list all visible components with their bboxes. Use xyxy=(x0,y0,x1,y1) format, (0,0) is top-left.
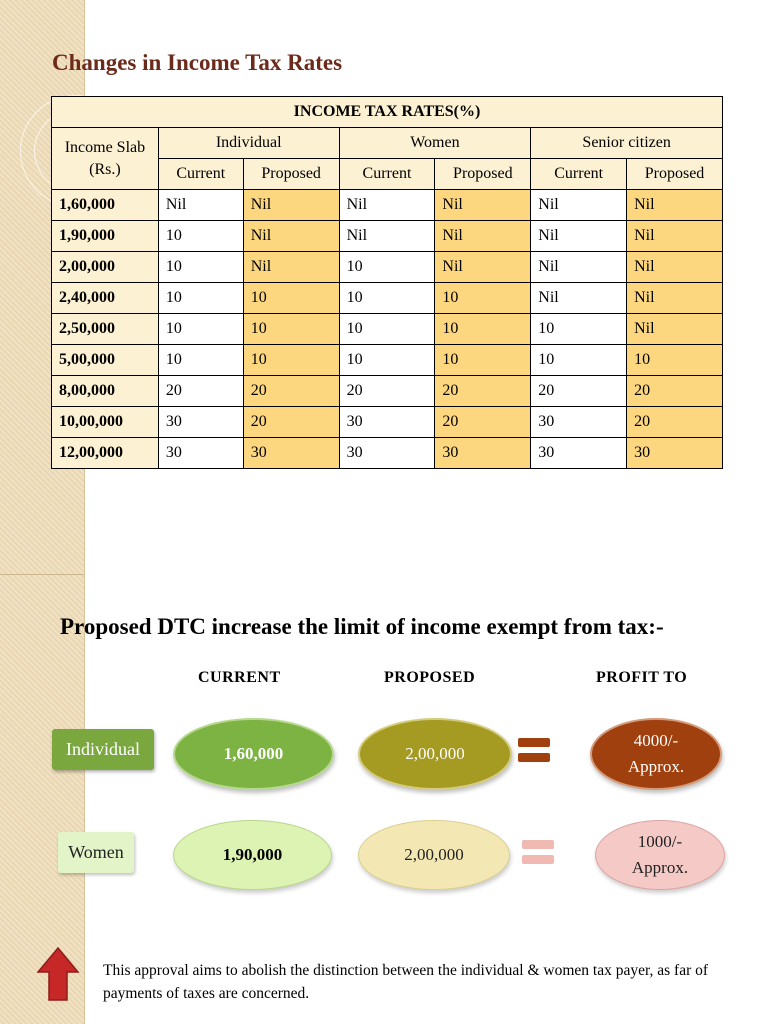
table-row xyxy=(52,190,723,221)
current-rate-cell: 20 xyxy=(158,376,243,407)
table-row xyxy=(52,376,723,407)
current-rate-cell: Nil xyxy=(339,190,435,221)
table-row xyxy=(52,221,723,252)
current-rate-cell: Nil xyxy=(339,221,435,252)
column-label-proposed: PROPOSED xyxy=(384,669,476,686)
proposed-rate-cell: Nil xyxy=(435,221,531,252)
proposed-rate-cell: Nil xyxy=(627,252,723,283)
proposed-rate-cell: 10 xyxy=(243,314,339,345)
income-tax-rates-table xyxy=(51,96,723,469)
table-row xyxy=(52,314,723,345)
current-rate-cell: 20 xyxy=(531,376,627,407)
proposed-rate-cell: 10 xyxy=(243,345,339,376)
group-header-senior-citizen: Senior citizen xyxy=(531,128,723,159)
profit-amount: 4000/- xyxy=(633,731,679,750)
current-rate-cell: 10 xyxy=(158,252,243,283)
slab-cell: 1,90,000 xyxy=(52,221,159,252)
proposed-limit-oval-individual: 2,00,000 xyxy=(358,718,512,790)
current-limit-oval-individual: 1,60,000 xyxy=(173,718,334,790)
current-rate-cell: 10 xyxy=(158,345,243,376)
table-row xyxy=(52,407,723,438)
profit-oval-women xyxy=(595,820,725,890)
proposed-rate-cell: Nil xyxy=(627,190,723,221)
proposed-rate-cell: 30 xyxy=(627,438,723,469)
proposed-rate-cell: Nil xyxy=(243,190,339,221)
current-rate-cell: 20 xyxy=(339,376,435,407)
table-group-header-row xyxy=(52,128,723,159)
proposed-rate-cell: 20 xyxy=(627,407,723,438)
row-label-individual: Individual xyxy=(52,729,154,770)
proposed-rate-cell: 20 xyxy=(435,407,531,438)
proposed-rate-cell: 30 xyxy=(435,438,531,469)
current-rate-cell: 10 xyxy=(158,283,243,314)
proposed-rate-cell: Nil xyxy=(243,221,339,252)
slab-cell: 2,50,000 xyxy=(52,314,159,345)
table-row xyxy=(52,283,723,314)
slab-cell: 10,00,000 xyxy=(52,407,159,438)
table-row xyxy=(52,252,723,283)
current-rate-cell: 30 xyxy=(531,438,627,469)
group-header-individual: Individual xyxy=(158,128,339,159)
profit-approx: Approx. xyxy=(631,858,689,877)
proposed-rate-cell: Nil xyxy=(627,314,723,345)
dtc-heading: Proposed DTC increase the limit of income exempt from tax:- xyxy=(60,614,664,639)
profit-approx: Approx. xyxy=(627,757,685,776)
equals-icon xyxy=(522,840,554,870)
current-rate-cell: 10 xyxy=(158,314,243,345)
current-rate-cell: 10 xyxy=(339,345,435,376)
proposed-rate-cell: 10 xyxy=(435,314,531,345)
current-rate-cell: Nil xyxy=(531,283,627,314)
current-rate-cell: 10 xyxy=(339,283,435,314)
slab-header: Income Slab (Rs.) xyxy=(52,128,159,190)
subheader-current: Current xyxy=(531,159,627,190)
current-rate-cell: Nil xyxy=(531,252,627,283)
table-body xyxy=(52,190,723,469)
subheader-current: Current xyxy=(158,159,243,190)
current-limit-oval-women: 1,90,000 xyxy=(173,820,332,890)
slide-title: Changes in Income Tax Rates xyxy=(52,50,343,75)
current-rate-cell: 30 xyxy=(339,438,435,469)
proposed-rate-cell: Nil xyxy=(627,283,723,314)
equals-icon xyxy=(518,738,550,768)
approval-note: This approval aims to abolish the distinction between the individual & women tax payer, as far of payments of taxes are concerned. xyxy=(103,962,709,1002)
slab-cell: 12,00,000 xyxy=(52,438,159,469)
slab-cell: 2,40,000 xyxy=(52,283,159,314)
table-row xyxy=(52,345,723,376)
current-rate-cell: 10 xyxy=(339,314,435,345)
subheader-proposed: Proposed xyxy=(243,159,339,190)
proposed-rate-cell: Nil xyxy=(627,221,723,252)
strip-divider xyxy=(0,574,84,575)
proposed-rate-cell: Nil xyxy=(435,252,531,283)
slab-cell: 5,00,000 xyxy=(52,345,159,376)
proposed-rate-cell: 10 xyxy=(435,283,531,314)
proposed-rate-cell: 10 xyxy=(435,345,531,376)
table-caption-row xyxy=(52,97,723,128)
column-label-current: CURRENT xyxy=(198,669,281,686)
profit-amount: 1000/- xyxy=(637,832,683,851)
current-rate-cell: 30 xyxy=(531,407,627,438)
current-rate-cell: Nil xyxy=(158,190,243,221)
proposed-rate-cell: 30 xyxy=(243,438,339,469)
subheader-proposed: Proposed xyxy=(627,159,723,190)
proposed-rate-cell: 20 xyxy=(243,376,339,407)
current-rate-cell: 10 xyxy=(531,314,627,345)
current-rate-cell: 10 xyxy=(531,345,627,376)
column-label-profit: PROFIT TO xyxy=(596,669,688,686)
slab-cell: 8,00,000 xyxy=(52,376,159,407)
proposed-rate-cell: Nil xyxy=(243,252,339,283)
slab-cell: 1,60,000 xyxy=(52,190,159,221)
proposed-limit-oval-women: 2,00,000 xyxy=(358,820,510,890)
group-header-women: Women xyxy=(339,128,531,159)
proposed-rate-cell: 20 xyxy=(243,407,339,438)
current-rate-cell: Nil xyxy=(531,190,627,221)
current-rate-cell: 30 xyxy=(158,407,243,438)
proposed-rate-cell: 10 xyxy=(243,283,339,314)
current-rate-cell: 10 xyxy=(339,252,435,283)
table-row xyxy=(52,438,723,469)
current-rate-cell: 10 xyxy=(158,221,243,252)
proposed-rate-cell: Nil xyxy=(435,190,531,221)
current-rate-cell: 30 xyxy=(158,438,243,469)
row-label-women: Women xyxy=(58,832,134,873)
current-rate-cell: Nil xyxy=(531,221,627,252)
profit-oval-individual xyxy=(590,718,722,790)
current-rate-cell: 30 xyxy=(339,407,435,438)
subheader-current: Current xyxy=(339,159,435,190)
subheader-proposed: Proposed xyxy=(435,159,531,190)
proposed-rate-cell: 20 xyxy=(627,376,723,407)
table-caption: INCOME TAX RATES(%) xyxy=(52,97,723,128)
proposed-rate-cell: 10 xyxy=(627,345,723,376)
up-arrow-icon xyxy=(36,946,80,1002)
slab-cell: 2,00,000 xyxy=(52,252,159,283)
proposed-rate-cell: 20 xyxy=(435,376,531,407)
